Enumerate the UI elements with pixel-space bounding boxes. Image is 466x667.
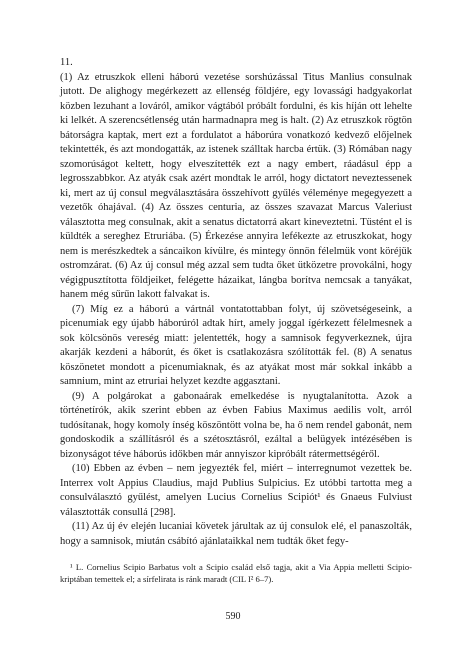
- page-number: 590: [225, 611, 241, 622]
- paragraph-3: (9) A polgárokat a gabonaárak emelkedése is nyugtalanította. Azok a történetírók, akik szerint ebben az évben Fabius Maximus aedilis volt, arról tudósítanak, hogy komoly ínség köszöntött volna be, ha ő nem rendel gabonát, nem gondoskodik a szállításról és a szétosztásról, ezáltal a belügyek intézésében is bizonyságot téve háborús időkben már annyiszor kipróbált rátermettségéről.: [60, 390, 412, 460]
- chapter-number: 11.: [60, 57, 73, 68]
- footnote: ¹ L. Cornelius Scipio Barbatus volt a Scipio család első tagja, akit a Via Appia melletti Scipio-kriptában temettek el; a sírfelirata is ránk maradt (CIL I² 6–7).: [60, 561, 412, 584]
- paragraph-4: (10) Ebben az évben – nem jegyezték fel, miért – interregnumot vezettek be. Interrex volt Appius Claudius, majd Publius Sulpicius. Ez utóbbi tartotta meg a consulválasztó gyűlést, amelyen Lucius Cornelius Scipiót¹ és Gnaeus Fulviust választották consullá [298].: [60, 463, 412, 518]
- paragraph-5: (11) Az új év elején lucaniai követek járultak az új consulok elé, el panaszolták, hogy a samnisok, miután csábító ajánlataikkal nem tudták őket fegy-: [60, 521, 412, 547]
- paragraph-2: (7) Míg ez a háború a vártnál vontatottabban folyt, új szövetségeseink, a picenumiak egy újabb háborúról adtak hírt, amely joggal ígérkezett félelmesnek a sok kölcsönös vereség miatt: jelentették, hogy a samnisok fegyverkeznek, újra akarják kezdeni a háborút, és őket is csatlakozásra szólították fel. (8) A senatus köszönetet mondott a picenumiaknak, és az atyákat most már sokkal inkább a samnium, mint az etruriai helyzet kezdte aggasztani.: [60, 303, 412, 387]
- body-text: [60, 56, 412, 549]
- paragraph-1: (1) Az etruszkok elleni háború vezetése sorshúzással Titus Manlius consulnak jutott. De alighogy megérkezett az ellenség földjére, egy lovassági hadgyakorlat közben lezuhant a lováról, amikor vágtából próbált fordulni, és kis híján ott lehelte ki lelkét. A szerencsétlenség után harmadnapra meg is halt. (2) Az etruszkok rögtön bátorságra kaptak, mert ezt a fordulatot a háborúra vonatkozó kedvező előjelnek tekintették, és azt mondogatták, az istenek szálltak harcba értük. (3) Rómában nagy szomorúságot keltett, hogy elveszítették ezt a nagy embert, ráadásul épp a legrosszabbkor. Az atyák csak azért mondtak le arról, hogy dictatort neveztessenek ki, mert az új consul megválasztására összehívott gyűlés véleménye megegyezett a vezetők óhajával. (4) Az összes centuria, az összes szavazat Marcus Valeriust választotta meg consulnak, akit a senatus dictatorrá akart kineveztetni. Tüstént el is küldték a sereghez Etruriába. (5) Érkezése annyira lefékezte az etruszkokat, hogy nem is merészkedtek a sáncaikon kívülre, és mintegy önnön félelmük vont köréjük ostromzárat. (6) Az új consul még azzal sem tudta őket ütközetre provokálni, hogy végigpusztította földjeiket, felégette házaikat, lángba borítva nemcsak a tanyákat, hanem még sűrűn lakott falvakat is.: [60, 71, 412, 300]
